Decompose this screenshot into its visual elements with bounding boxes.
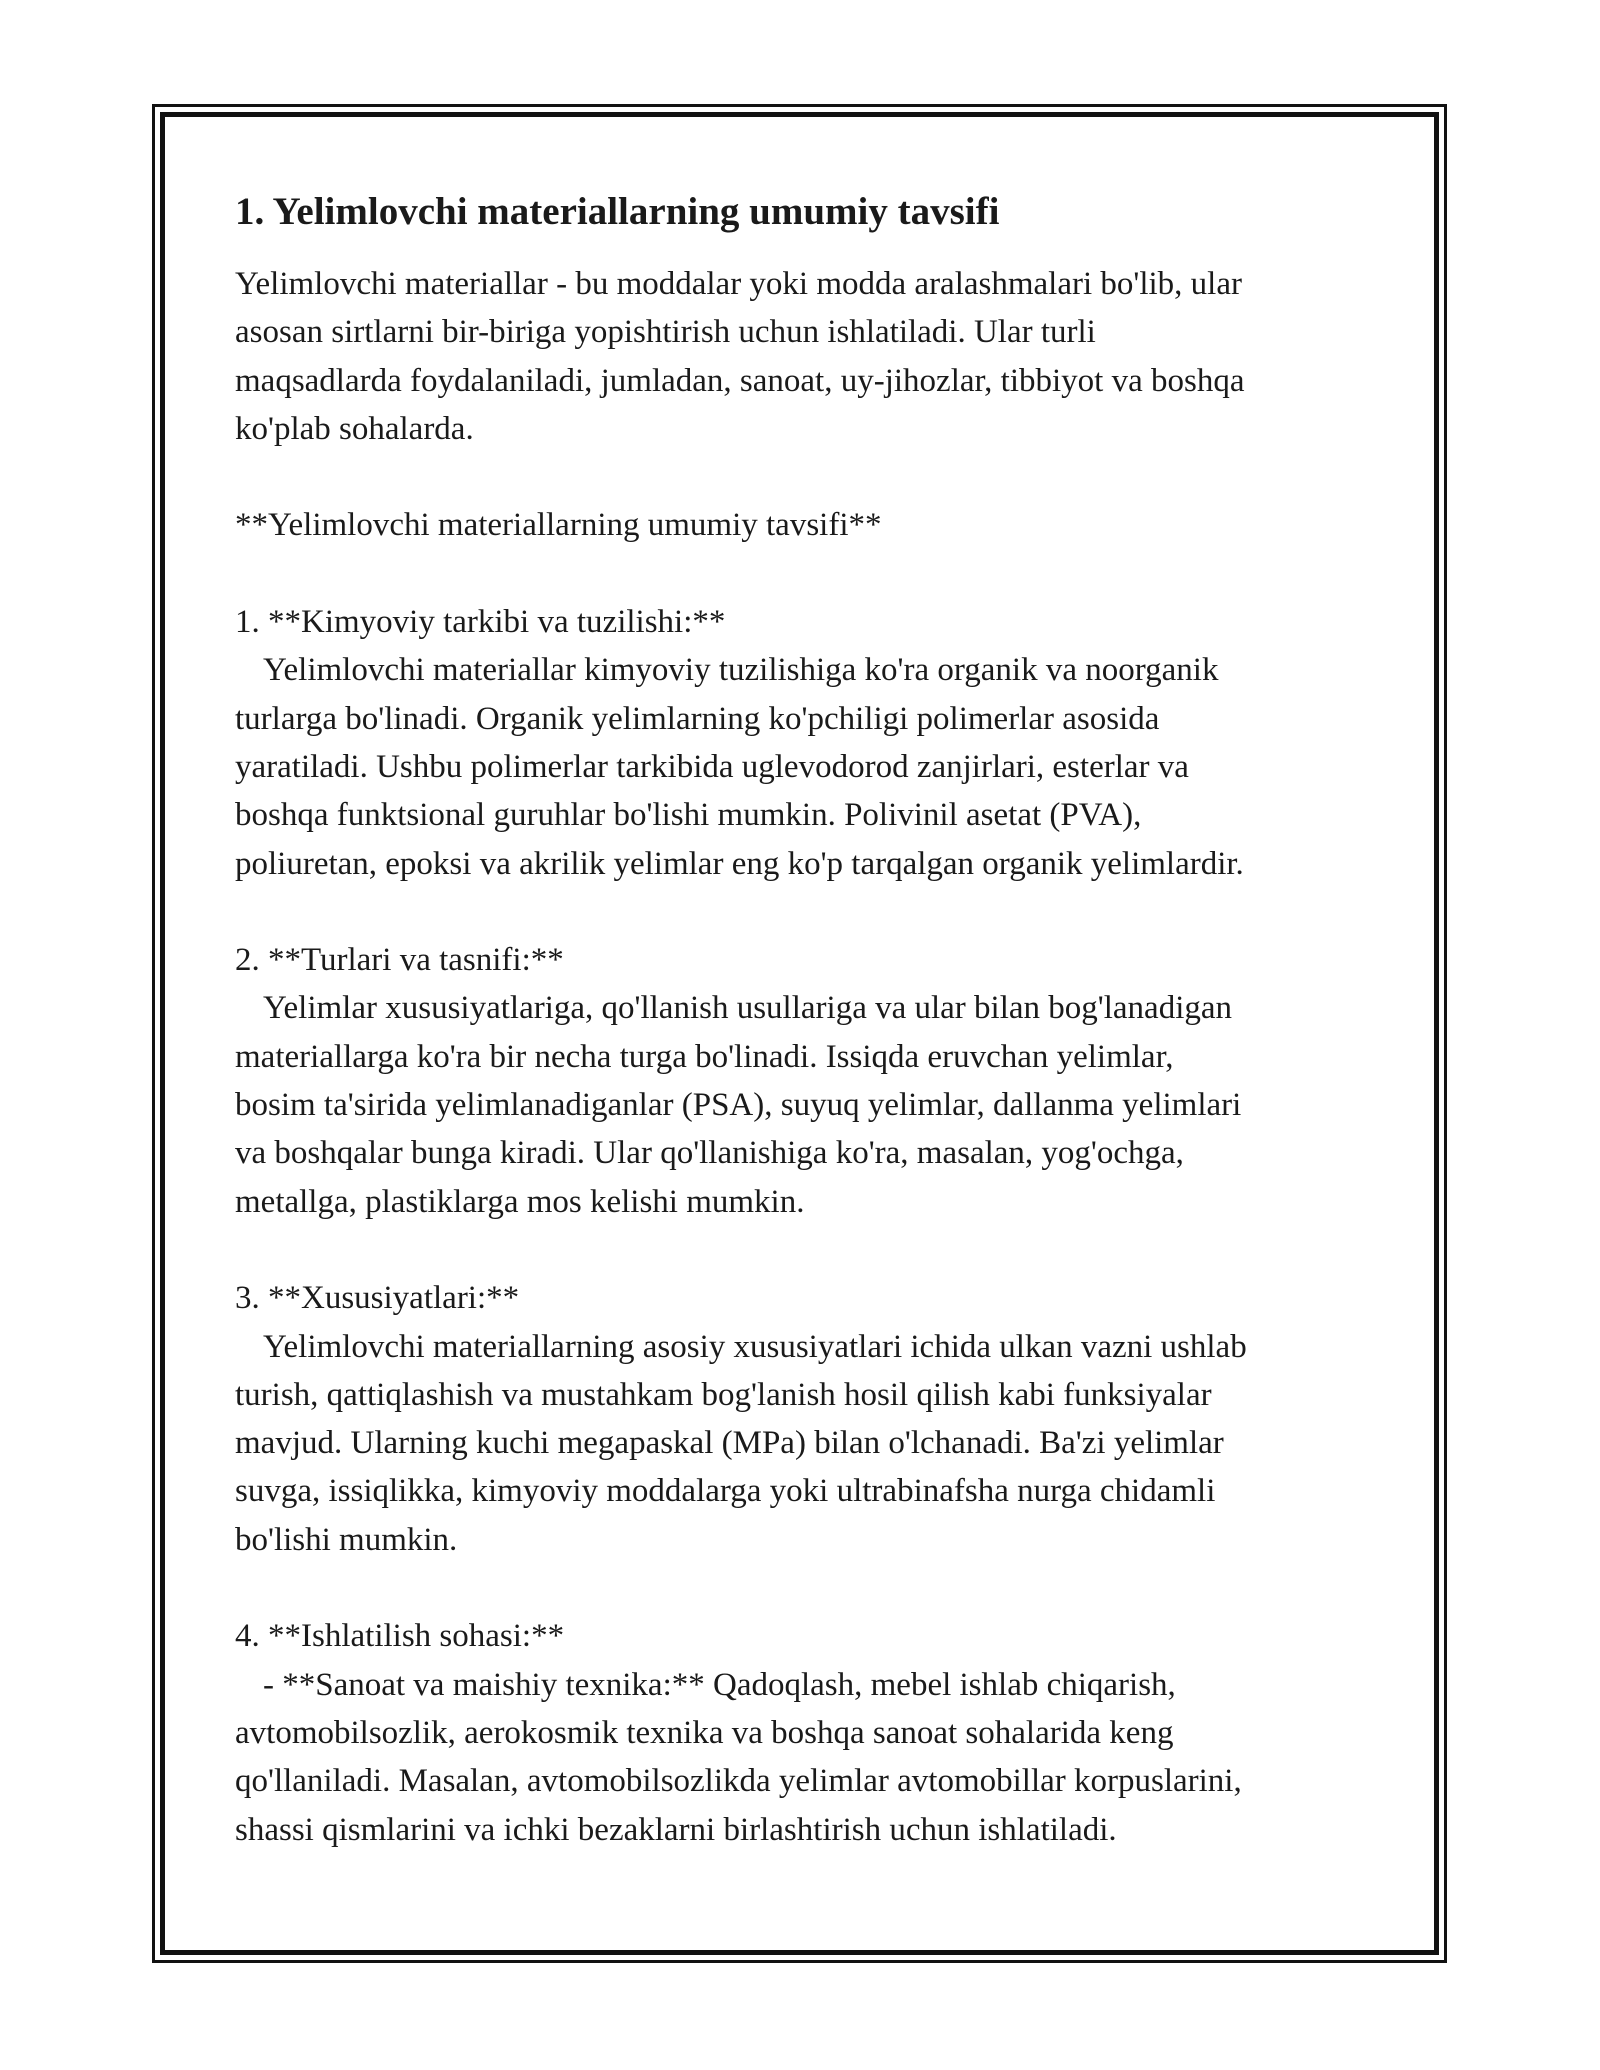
section-line: metallga, plastiklarga mos kelishi mumkin. [235,1183,805,1220]
intro-paragraph [235,260,1375,453]
section-line: - **Sanoat va maishiy texnika:** Qadoqlash, mebel ishlab chiqarish, [263,1666,1176,1703]
document-body [235,188,1375,1854]
section-chemical-composition [235,598,1375,888]
section-line: yaratiladi. Ushbu polimerlar tarkibida uglevodorod zanjirlari, esterlar va [235,748,1189,785]
section-line: boshqa funktsional guruhlar bo'lishi mumkin. Polivinil asetat (PVA), [235,797,1142,834]
section-line: Yelimlovchi materiallarning asosiy xususiyatlari ichida ulkan vazni ushlab [263,1328,1247,1365]
section-line: Yelimlar xususiyatlariga, qo'llanish usullariga va ular bilan bog'lanadigan [263,990,1233,1027]
section-line: turlarga bo'linadi. Organik yelimlarning ko'pchiligi polimerlar asosida [235,700,1160,737]
section-subheading: **Yelimlovchi materiallarning umumiy tavsifi** [235,507,882,544]
section-line: poliuretan, epoksi va akrilik yelimlar eng ko'p tarqalgan organik yelimlardir. [235,845,1244,882]
section-heading: 2. **Turlari va tasnifi:** [235,942,564,979]
intro-line: maqsadlarda foydalaniladi, jumladan, sanoat, uy-jihozlar, tibbiyot va boshqa [235,362,1245,399]
section-line: avtomobilsozlik, aerokosmik texnika va boshqa sanoat sohalarida keng [235,1714,1174,1751]
intro-line: Yelimlovchi materiallar - bu moddalar yoki modda aralashmalari bo'lib, ular [235,266,1242,302]
section-heading: 3. **Xususiyatlari:** [235,1280,520,1317]
section-line: Yelimlovchi materiallar kimyoviy tuzilishiga ko'ra organik va noorganik [263,652,1219,689]
intro-line: asosan sirtlarni bir-biriga yopishtirish uchun ishlatiladi. Ular turli [235,314,1096,351]
section-application-areas [235,1612,1375,1853]
section-line: qo'llaniladi. Masalan, avtomobilsozlikda yelimlar avtomobillar korpuslarini, [235,1763,1242,1800]
section-heading: 1. **Kimyoviy tarkibi va tuzilishi:** [235,604,726,641]
section-line: turish, qattiqlashish va mustahkam bog'lanish hosil qilish kabi funksiyalar [235,1376,1212,1413]
section-line: suvga, issiqlikka, kimyoviy moddalarga yoki ultrabinafsha nurga chidamli [235,1473,1216,1510]
section-line: shassi qismlarini va ichki bezaklarni birlashtirish uchun ishlatiladi. [235,1811,1117,1848]
section-line: bosim ta'sirida yelimlanadiganlar (PSA), suyuq yelimlar, dallanma yelimlari [235,1087,1242,1124]
section-heading: 4. **Ishlatilish sohasi:** [235,1618,565,1655]
section-types-classification [235,936,1375,1226]
document-title: 1. Yelimlovchi materiallarning umumiy tavsifi [235,190,1000,233]
section-line: mavjud. Ularning kuchi megapaskal (MPa) bilan o'lchanadi. Ba'zi yelimlar [235,1425,1224,1462]
intro-line: ko'plab sohalarda. [235,410,474,447]
section-line: va boshqalar bunga kiradi. Ular qo'llanishiga ko'ra, masalan, yog'ochga, [235,1135,1184,1172]
section-line: bo'lishi mumkin. [235,1521,458,1558]
section-properties [235,1274,1375,1564]
section-line: materiallarga ko'ra bir necha turga bo'linadi. Issiqda eruvchan yelimlar, [235,1038,1174,1075]
